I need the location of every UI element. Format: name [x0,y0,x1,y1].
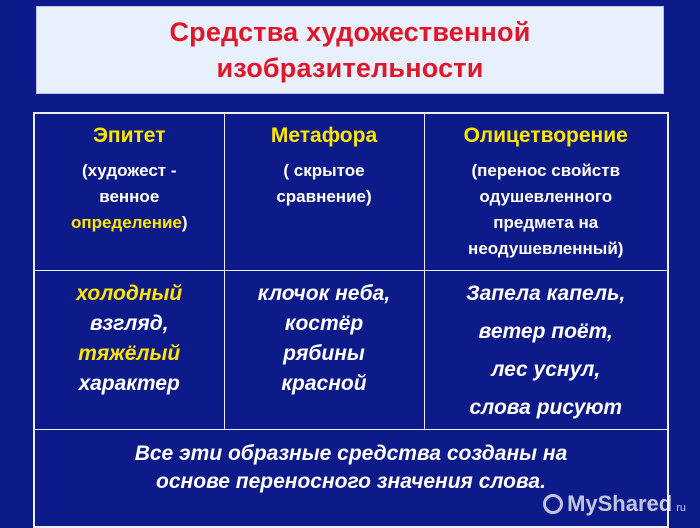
header-cell-metaphor [224,113,424,271]
example-word: тяжёлый [78,342,181,365]
desc-line: ) [181,213,188,232]
desc-line: сравнение) [276,187,372,206]
example-word: ветер поёт, [478,320,613,343]
column-title-epithet: Эпитет [92,124,166,147]
examples-cell-personification [424,271,668,430]
example-word: красной [281,372,367,395]
header-cell-epithet [34,113,224,271]
example-word: рябины [283,342,365,365]
example-word: лес уснул, [491,358,601,381]
watermark-text: MyShared [567,491,673,516]
example-word: характер [78,372,180,395]
desc-line: одушевленного [479,187,613,206]
examples-cell-epithet [34,271,224,430]
examples-row [34,271,668,430]
desc-line: (художест - [81,161,177,180]
devices-table [33,112,669,528]
example-word: Запела капель, [466,282,626,305]
desc-line: неодушевленный) [468,239,624,258]
column-title-metaphor: Метафора [270,124,378,147]
desc-line: предмета на [493,213,599,232]
header-row [34,113,668,271]
desc-highlight: определение [70,213,182,232]
column-title-personification: Олицетворение [463,124,628,147]
watermark-logo-icon [543,494,563,514]
example-word: костёр [284,312,364,335]
examples-cell-metaphor [224,271,424,430]
summary-line-2: основе переносного значения слова. [156,470,546,493]
example-word: слова рисуют [469,396,622,419]
title-line-1: Средства художественной [169,17,531,47]
column-desc-personification [431,158,662,262]
summary-line-1: Все эти образные средства созданы на [134,442,568,465]
desc-line: венное [99,187,160,206]
example-word: взгляд, [89,312,169,335]
title-line-2: изобразительности [216,53,484,83]
title-banner [36,6,664,94]
example-word: холодный [76,282,183,305]
desc-line: (перенос свойств [471,161,621,180]
header-cell-personification [424,113,668,271]
example-word: клочок неба, [257,282,391,305]
column-desc-metaphor [231,158,418,210]
desc-line: ( скрытое [283,161,365,180]
watermark [543,491,686,517]
watermark-suffix: ru [676,502,686,514]
column-desc-epithet [41,158,218,236]
